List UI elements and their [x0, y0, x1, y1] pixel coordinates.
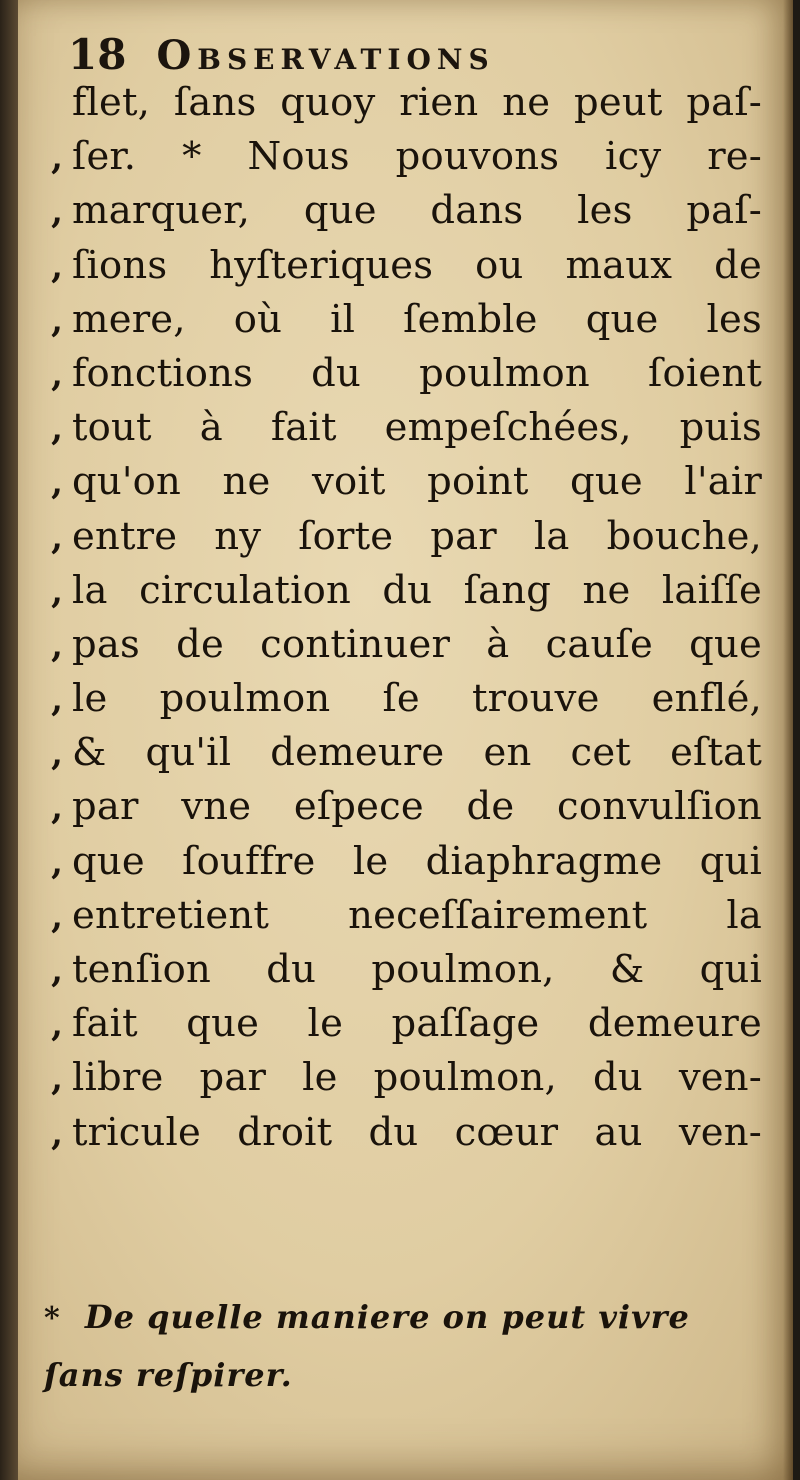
line-text: entre ny ſorte par la bouche, [72, 513, 762, 559]
quotation-mark: , [51, 571, 63, 612]
quotation-mark: , [51, 192, 63, 233]
footnote [44, 1298, 764, 1414]
text-line [42, 893, 762, 947]
quotation-mark: , [51, 463, 63, 504]
line-text: le poulmon ſe trouve enflé, [72, 676, 762, 722]
quotation-mark: , [51, 517, 63, 558]
quotation-mark: , [51, 409, 63, 450]
text-line [42, 568, 762, 622]
line-text: entretient neceſſairement la [72, 892, 762, 938]
text-line [42, 188, 762, 242]
text-line [42, 134, 762, 188]
text-line [42, 459, 762, 513]
line-text: tout à fait empeſchées, puis [72, 405, 762, 451]
text-line [42, 1055, 762, 1109]
page-fold-shadow [783, 0, 793, 1480]
line-text: mere, où il ſemble que les [72, 296, 762, 342]
text-line [42, 1001, 762, 1055]
quotation-mark: , [51, 896, 63, 937]
text-line [42, 730, 762, 784]
text-line [42, 351, 762, 405]
line-text: flet, ſans quoy rien ne peut paſ- [72, 80, 762, 125]
quotation-mark: , [51, 788, 63, 829]
quotation-mark: , [51, 1113, 63, 1154]
line-text: ſions hyſteriques ou maux de [72, 242, 762, 288]
line-text: pas de continuer à cauſe que [72, 621, 762, 667]
text-line [42, 80, 762, 134]
text-line [42, 676, 762, 730]
footnote-marker: * [44, 1301, 61, 1336]
text-line [42, 405, 762, 459]
quotation-mark: , [51, 842, 63, 883]
quotation-mark: , [51, 680, 63, 721]
text-line [42, 622, 762, 676]
line-text: ſer. * Nous pouvons icy re- [72, 134, 762, 180]
running-title: Observations [156, 32, 495, 79]
line-text: fonctions du poulmon ſoient [72, 350, 762, 396]
text-line [42, 243, 762, 297]
quotation-mark: , [51, 734, 63, 775]
line-text: fait que le paſſage demeure [72, 1001, 762, 1047]
line-text: & qu'il demeure en cet eſtat [72, 730, 762, 776]
line-text: marquer, que dans les paſ- [72, 188, 762, 234]
footnote-text-2: ſans reſpirer. [44, 1356, 293, 1394]
quotation-mark: , [51, 138, 63, 179]
text-line [42, 1110, 762, 1164]
line-text: libre par le poulmon, du ven- [72, 1055, 762, 1101]
text-line [42, 947, 762, 1001]
text-line [42, 514, 762, 568]
line-text: tenſion du poulmon, & qui [72, 947, 762, 992]
footnote-line-1 [44, 1298, 764, 1356]
page-number: 18 [68, 30, 127, 79]
text-line [42, 784, 762, 838]
line-text: que ſouffre le diaphragme qui [72, 838, 762, 884]
quotation-mark: , [51, 300, 63, 341]
quotation-mark: , [51, 1005, 63, 1046]
body-text [42, 80, 762, 1164]
text-line [42, 839, 762, 893]
quotation-mark: , [51, 1059, 63, 1100]
line-text: tricule droit du cœur au ven- [72, 1109, 762, 1155]
quotation-mark: , [51, 951, 63, 991]
footnote-text-1: De quelle maniere on peut vivre [84, 1298, 690, 1336]
text-line [42, 297, 762, 351]
footnote-line-2 [44, 1356, 764, 1414]
page-left-edge [0, 0, 18, 1480]
quotation-mark: , [51, 246, 63, 287]
line-text: par vne eſpece de convulſion [72, 784, 762, 830]
quotation-mark: , [51, 625, 63, 666]
line-text: qu'on ne voit point que l'air [72, 459, 762, 505]
quotation-mark: , [51, 354, 63, 395]
line-text: la circulation du ſang ne laiſſe [72, 567, 762, 613]
